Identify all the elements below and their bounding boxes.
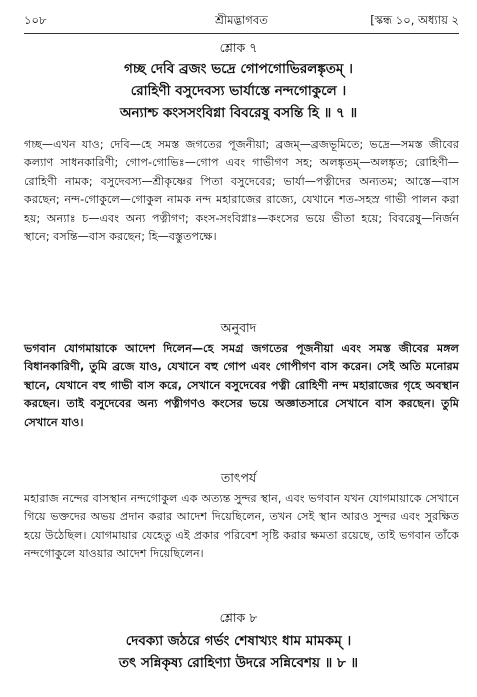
translation-heading: অনুবাদ [220,320,257,335]
translation-text: ভগবান যোগমায়াকে আদেশ দিলেন—হে সমগ্র জগতের পূজনীয়া এবং সমস্ত জীবের মঙ্গল বিধানকারিণী, তুমি ব্রজে যাও, যেখানে বহু গোপ এবং গোপীগণ বাস করেন। সেই অতি মনোরম স্থানে, যেখানে বহু গাভী বাস করে, সেখানে বসুদেবের পত্নী রোহিণী নন্দ মহারাজের গৃহে অবস্থান করছেন। তাই বসুদেবের অন্য পত্নীগণও কংসের ভয়ে অজ্ঞাতসারে সেখানে বাস করছেন। তুমি সেখানে যাও। [24,342,459,429]
verse-7-label: শ্লোক ৭ [219,40,258,55]
section-reference: [স্কন্ধ ১০, অধ্যায় ২ [370,13,459,27]
verse-7-line-1: গচ্ছ দেবি ব্রজং ভদ্রে গোপগোভিরলঙ্কৃতম্ । [124,61,353,77]
verse-8-line-1: দেবক্যা জঠরে গর্ভং শেষাখ্যং ধাম মামকম্ । [125,633,352,649]
book-title: শ্রীমদ্ভাগবত [215,13,268,27]
purport-heading: তাৎপর্য [220,470,257,485]
verse-7-line-2: রোহিণী বসুদেবস্য ভার্যাস্তে নন্দগোকুলে । [130,83,347,99]
header-divider [24,33,459,34]
synonyms-text: গচ্ছ—এখন যাও; দেবি—হে সমস্ত জগতের পূজনীয়া; ব্রজম্—ব্রজভূমিতে; ভদ্রে—সমস্ত জীবের কল্যাণ সাধনকারিণী; গোপ-গোভিঃ—গোপ এবং গাভীগণ সহ; অলঙ্কৃতম্—অলঙ্কৃত; রোহিণী—রোহিণী নামক; বসুদেবস্য—শ্রীকৃষ্ণের পিতা বসুদেবের; ভার্যা—পত্নীদের অন্যতম; আস্তে—বাস করছেন; নন্দ-গোকুলে—গোকুল নামক নন্দ মহারাজের রাজ্যে, যেখানে শত-সহস্র গাভী পালন করা হয়; অন্যাঃ চ—এবং অন্য পত্নীগণ; কংস-সংবিগ্নাঃ—কংসের ভয়ে ভীতা হয়ে; বিবরেষু—নির্জন স্থানে; বসন্তি—বাস করছেন; হি—বস্তুতপক্ষে। [24,138,459,244]
page-number: ১০৮ [24,13,47,27]
purport-text: মহারাজ নন্দের বাসস্থান নন্দগোকুল এক অত্যন্ত সুন্দর স্থান, এবং ভগবান যখন যোগমায়াকে সেখানে গিয়ে ভক্তদের অভয় প্রদান করার আদেশ দিয়েছিলেন, তখন সেই স্থান আরও সুন্দর এবং সুরক্ষিত হয়ে উঠেছিল। যোগমায়ার যেহেতু এই প্রকার পরিবেশ সৃষ্টি করার ক্ষমতা রয়েছে, তাই ভগবান তাঁকে নন্দগোকুলে যাওয়ার আদেশ দিয়েছিলেন। [24,492,459,561]
verse-7-line-3: অন্যাশ্চ কংসসংবিগ্না বিবরেষু বসন্তি হি ॥ ৭ ॥ [119,105,358,121]
page-header [24,10,459,30]
synonyms-paragraph [24,136,459,246]
verse-8-label: শ্লোক ৮ [219,610,258,625]
purport-paragraph [24,490,459,564]
verse-8-line-2: তৎ সন্নিকৃষ্য রোহিণ্যা উদরে সন্নিবেশয় ॥ ৮ ॥ [118,655,359,671]
translation-paragraph [24,340,459,432]
